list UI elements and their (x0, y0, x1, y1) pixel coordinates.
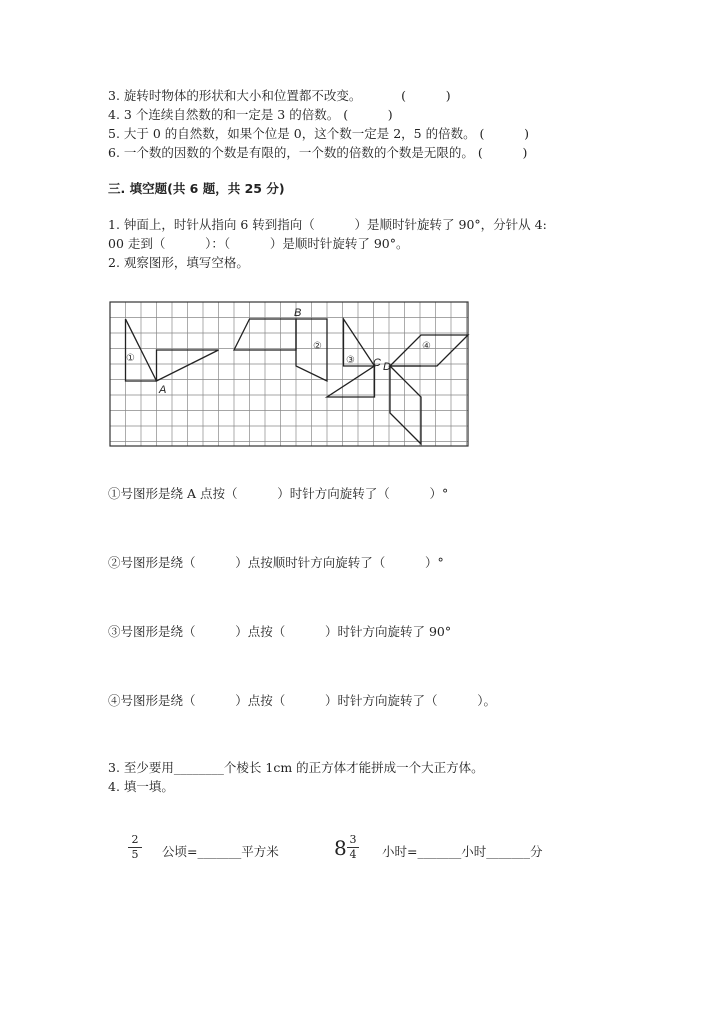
blank-shape-1: ①号图形是绕 A 点按（ ）时针方向旋转了（ ）° (108, 486, 449, 501)
blank-shape-2: ②号图形是绕（ ）点按顺时针方向旋转了（ ）° (108, 555, 444, 570)
label-point-b: B (294, 307, 302, 319)
judge-item-5: 5. 大于 0 的自然数，如果个位是 0，这个数一定是 2，5 的倍数。 ( ) (108, 126, 530, 141)
blank-shape-4: ④号图形是绕（ ）点按（ ）时针方向旋转了（ ）。 (108, 693, 496, 708)
label-shape-4: ④ (422, 341, 431, 352)
question-2: 2. 观察图形，填写空格。 (108, 255, 249, 270)
rotation-grid-figure (108, 300, 470, 448)
question-1-line-2: 00 走到（ ）：（ ）是顺时针旋转了 90°。 (108, 236, 409, 251)
fill-hectare-text: 公顷=_______平方米 (162, 844, 279, 859)
fill-hours-text: 小时=_______小时_______分 (382, 844, 543, 859)
shape-3-rotated (327, 366, 375, 397)
question-3: 3. 至少要用________个棱长 1cm 的正方体才能拼成一个大正方体。 (108, 760, 484, 775)
judge-item-6: 6. 一个数的因数的个数是有限的，一个数的倍数的个数是无限的。 ( ) (108, 145, 528, 160)
question-1-line-1: 1. 钟面上，时针从指向 6 转到指向（ ）是顺时针旋转了 90°，分针从 4: (108, 217, 547, 232)
fraction-2-5: 2 5 (128, 834, 142, 861)
label-point-d: D (383, 361, 391, 373)
mixed-number-fraction: 3 4 (347, 834, 359, 861)
section-heading: 三. 填空题(共 6 题，共 25 分) (108, 181, 285, 196)
question-4: 4. 填一填。 (108, 779, 174, 794)
shape-4-rotated (390, 366, 421, 444)
judge-item-4: 4. 3 个连续自然数的和一定是 3 的倍数。 ( ) (108, 107, 393, 122)
label-point-a: A (159, 384, 167, 396)
label-shape-3: ③ (346, 355, 355, 366)
judge-item-3: 3. 旋转时物体的形状和大小和位置都不改变。 ( ) (108, 88, 451, 103)
label-shape-1: ① (126, 353, 135, 364)
blank-shape-3: ③号图形是绕（ ）点按（ ）时针方向旋转了 90° (108, 624, 452, 639)
label-point-c: C (373, 357, 381, 369)
mixed-number-whole: 8 (334, 836, 347, 860)
label-shape-2: ② (313, 341, 322, 352)
